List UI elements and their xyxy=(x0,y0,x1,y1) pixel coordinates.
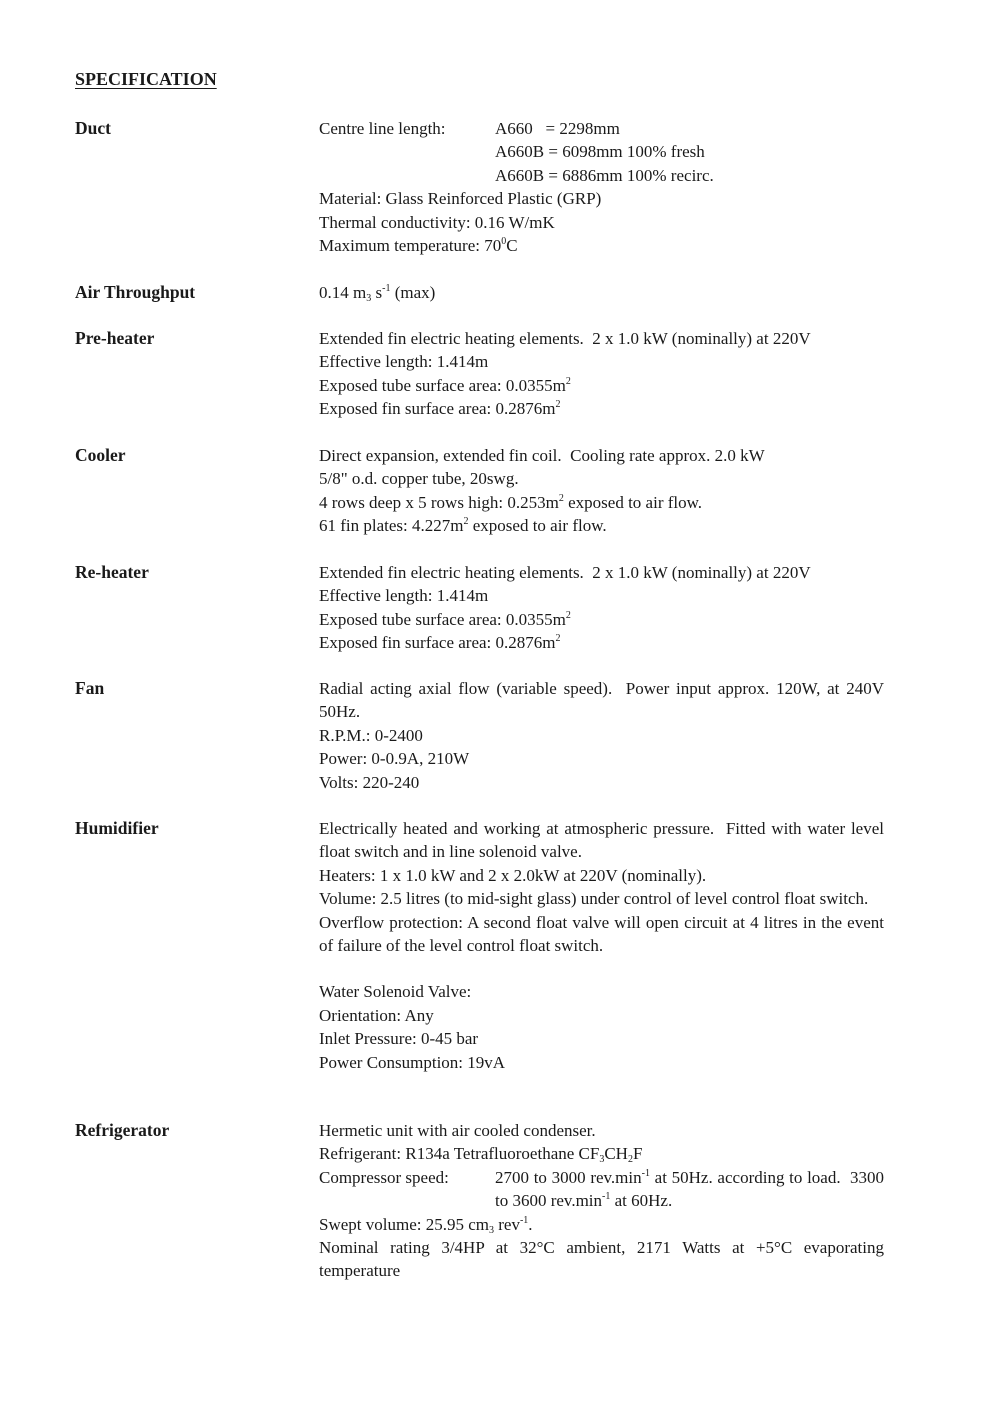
section-label-fan: Fan xyxy=(75,678,105,698)
section-label-pre-heater: Pre-heater xyxy=(75,328,155,348)
sup: 2 xyxy=(565,609,571,621)
centre-line-length xyxy=(319,117,884,187)
swept-text: Swept volume: 25.95 cm xyxy=(319,1214,489,1234)
fan-power: Power: 0-0.9A, 210W xyxy=(319,749,470,769)
air-post: (max) xyxy=(390,283,436,302)
reheater-fin-area: Exposed fin surface area: 0.2876m xyxy=(319,633,556,653)
cooler-rows-post: exposed to air flow. xyxy=(563,492,703,512)
section-body-duct xyxy=(319,117,884,257)
compressor-speed-value xyxy=(495,1166,889,1213)
fan-volts: Volts: 220-240 xyxy=(319,772,420,792)
solenoid-valve-orientation: Orientation: Any xyxy=(319,1005,434,1025)
max-temp-unit: C xyxy=(506,236,518,256)
sup: -1 xyxy=(602,1191,611,1203)
reheater-line xyxy=(319,608,884,631)
nominal-rating: Nominal rating 3/4HP at 32°C ambient, 2171 Watts at +5°C evaporating temperature xyxy=(319,1238,884,1281)
solenoid-valve-heading: Water Solenoid Valve: xyxy=(319,982,472,1002)
preheater-tube-area: Exposed tube surface area: 0.0355m xyxy=(319,375,566,395)
section-label-air: Air Throughput xyxy=(75,282,196,302)
section-body-fan xyxy=(319,677,889,794)
swept-volume xyxy=(319,1213,884,1236)
sub: 2 xyxy=(627,1154,633,1166)
preheater-fin-area: Exposed fin surface area: 0.2876m xyxy=(319,399,556,419)
humidifier-heaters: Heaters: 1 x 1.0 kW and 2 x 2.0kW at 220V (nominally). xyxy=(319,865,707,885)
centre-line-value: A660B = 6098mm 100% fresh xyxy=(495,142,705,162)
sup: 2 xyxy=(558,492,564,504)
section-label-cooler: Cooler xyxy=(75,445,126,465)
reheater-tube-area: Exposed tube surface area: 0.0355m xyxy=(319,609,566,629)
refrigerator-unit: Hermetic unit with air cooled condenser. xyxy=(319,1121,596,1140)
sup: 2 xyxy=(463,516,469,528)
page-title: SPECIFICATION xyxy=(75,69,217,89)
sup: 2 xyxy=(555,399,561,411)
refrigerator-refrigerant xyxy=(319,1142,884,1165)
air-pre: 0.14 m xyxy=(319,283,367,302)
fan-description: Radial acting axial flow (variable speed). Power input approx. 120W, at 240V 50Hz. xyxy=(319,679,889,722)
compressor-speed-b: at 50Hz. according to load. 3300 to 3600 rev.min xyxy=(495,1167,889,1211)
preheater-line xyxy=(319,397,884,420)
solenoid-valve-pressure: Inlet Pressure: 0-45 bar xyxy=(319,1029,479,1049)
sup: 2 xyxy=(555,633,561,645)
compressor-speed-c: at 60Hz. xyxy=(610,1191,673,1211)
cooler-line: Direct expansion, extended fin coil. Cooling rate approx. 2.0 kW xyxy=(319,446,765,465)
centre-line-value: A660B = 6886mm 100% recirc. xyxy=(495,165,714,185)
centre-line-value: A660 = 2298mm xyxy=(495,119,620,138)
humidifier-overflow: Overflow protection: A second float valve will open circuit at 4 litres in the event of failure of the level control float switch. xyxy=(319,912,884,956)
compressor-speed-a: 2700 to 3000 rev.min xyxy=(495,1167,642,1187)
swept-post: . xyxy=(528,1214,533,1234)
sup: -1 xyxy=(641,1167,650,1179)
cooler-line: 5/8" o.d. copper tube, 20swg. xyxy=(319,469,519,489)
humidifier-volume: Volume: 2.5 litres (to mid-sight glass) under control of level control float switch. xyxy=(319,889,869,909)
refrigerant-mid: CH xyxy=(604,1144,628,1164)
section-body-pre-heater xyxy=(319,327,884,421)
section-body-air xyxy=(319,281,884,304)
sub: 3 xyxy=(488,1224,494,1236)
section-label-duct: Duct xyxy=(75,118,111,138)
centre-line-label: Centre line length: xyxy=(319,119,446,138)
max-temp-text: Maximum temperature: 70 xyxy=(319,236,502,256)
reheater-line: Effective length: 1.414m xyxy=(319,586,489,606)
reheater-line: Extended fin electric heating elements. 2 x 1.0 kW (nominally) at 220V xyxy=(319,563,811,582)
duct-conductivity: Thermal conductivity: 0.16 W/mK xyxy=(319,212,555,232)
sub: 3 xyxy=(599,1154,605,1166)
cooler-line xyxy=(319,514,884,537)
section-label-humidifier: Humidifier xyxy=(75,818,159,838)
preheater-line: Extended fin electric heating elements. 2 x 1.0 kW (nominally) at 220V xyxy=(319,329,811,348)
refrigerant-post: F xyxy=(632,1144,643,1164)
sup: -1 xyxy=(519,1214,529,1226)
humidifier-intro: Electrically heated and working at atmospheric pressure. Fitted with water level float switch and in line solenoid valve. xyxy=(319,819,889,862)
solenoid-valve-power: Power Consumption: 19vA xyxy=(319,1052,506,1072)
compressor-speed-label: Compressor speed: xyxy=(319,1167,449,1187)
cooler-line xyxy=(319,491,884,514)
duct-material: Material: Glass Reinforced Plastic (GRP) xyxy=(319,189,602,209)
max-temp-sup: 0 xyxy=(501,236,507,248)
duct-max-temp xyxy=(319,234,884,257)
section-label-re-heater: Re-heater xyxy=(75,562,149,582)
air-sup: -1 xyxy=(382,283,391,294)
section-body-refrigerator xyxy=(319,1119,889,1283)
refrigerant-text: Refrigerant: R134a Tetrafluoroethane CF xyxy=(319,1144,600,1164)
section-body-re-heater xyxy=(319,561,884,655)
cooler-rows: 4 rows deep x 5 rows high: 0.253m xyxy=(319,492,559,512)
fan-rpm: R.P.M.: 0-2400 xyxy=(319,725,423,745)
section-label-refrigerator: Refrigerator xyxy=(75,1120,170,1140)
air-mid: s xyxy=(371,283,383,302)
sup: 2 xyxy=(565,375,571,387)
preheater-line xyxy=(319,374,884,397)
compressor-speed xyxy=(319,1166,889,1213)
preheater-line: Effective length: 1.414m xyxy=(319,352,489,372)
centre-line-values xyxy=(495,117,714,187)
air-sub: 3 xyxy=(366,293,372,304)
swept-mid: rev xyxy=(493,1214,520,1234)
cooler-fins-post: exposed to air flow. xyxy=(468,516,607,536)
section-body-cooler xyxy=(319,444,884,538)
reheater-line xyxy=(319,631,884,654)
air-value xyxy=(319,281,884,304)
section-body-humidifier xyxy=(319,817,889,1074)
cooler-fins: 61 fin plates: 4.227m xyxy=(319,516,464,536)
spacer xyxy=(319,957,884,980)
